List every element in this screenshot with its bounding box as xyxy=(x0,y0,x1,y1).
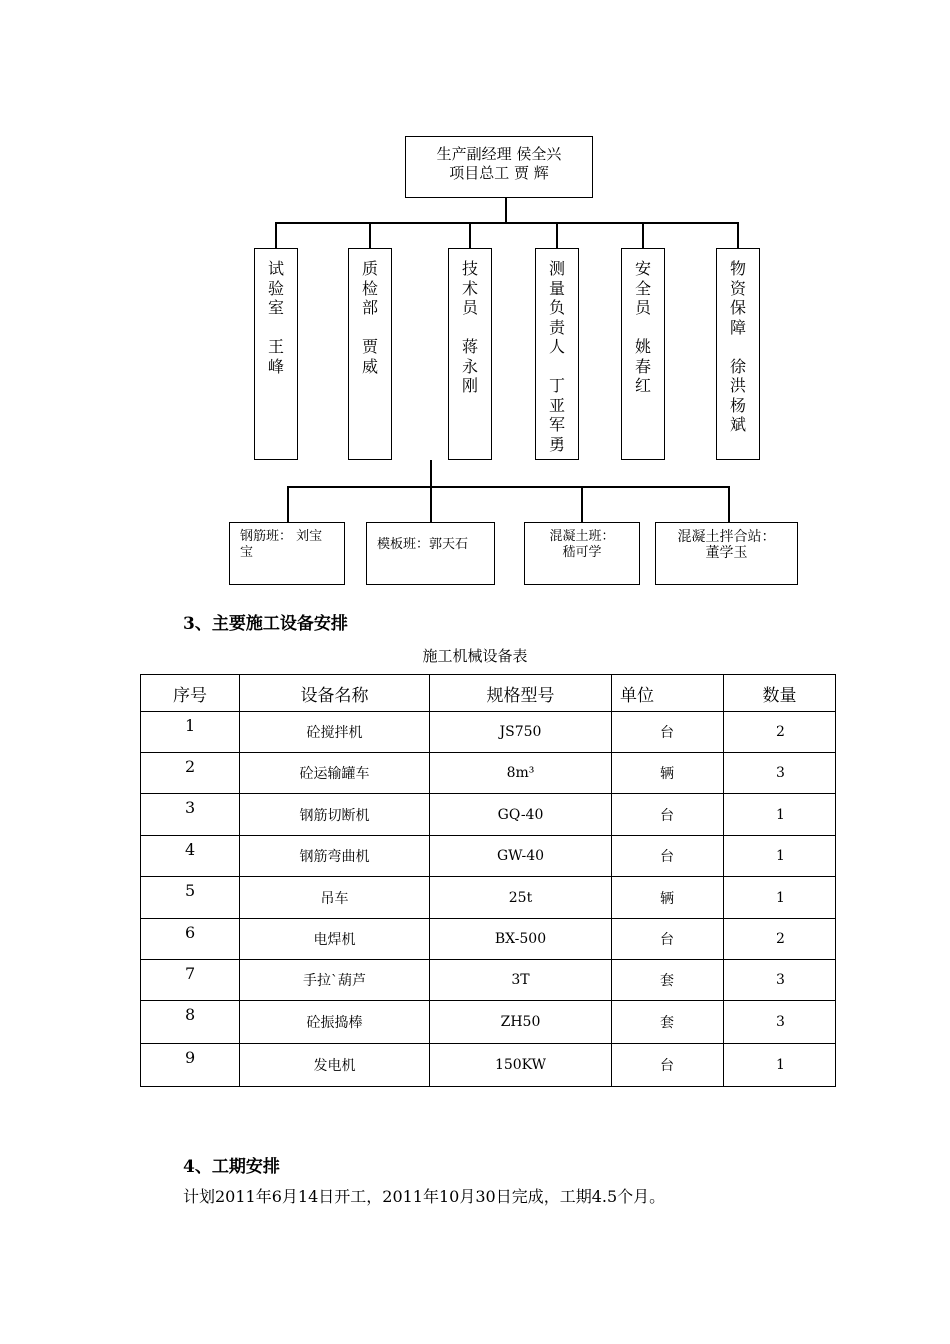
connector-top-horizontal xyxy=(275,222,739,224)
team-line1: 混凝土拌合站： xyxy=(677,529,776,545)
table-row xyxy=(141,836,836,877)
table-row xyxy=(141,794,836,836)
table-cell: 发电机 xyxy=(240,1044,430,1087)
dept-name-char: 春 xyxy=(634,356,651,376)
dept-name-char: 杨 xyxy=(729,395,746,415)
team-line1: 混凝土班： xyxy=(549,529,615,544)
table-cell: 3 xyxy=(724,753,836,794)
dept-title-char: 人 xyxy=(548,337,565,356)
dept-title-char: 负 xyxy=(548,298,565,317)
connector-bottom-horizontal xyxy=(287,486,729,488)
table-cell: BX-500 xyxy=(430,919,612,960)
table-header-row xyxy=(141,675,836,712)
org-top-line1: 生产副经理 侯全兴 xyxy=(436,145,562,163)
dept-name-char: 永 xyxy=(461,356,478,376)
table-row xyxy=(141,753,836,794)
table-caption: 施工机械设备表 xyxy=(422,647,528,665)
table-cell: ZH50 xyxy=(430,1001,612,1044)
dept-label xyxy=(536,259,578,454)
table-cell: 砼搅拌机 xyxy=(240,712,430,753)
table-cell: 4 xyxy=(141,836,240,877)
dept-box xyxy=(448,248,492,460)
dept-label xyxy=(717,259,759,435)
team-box-rebar xyxy=(229,522,345,585)
dept-label xyxy=(255,259,297,376)
table-cell: 6 xyxy=(141,919,240,960)
table-cell: 5 xyxy=(141,877,240,919)
table-row xyxy=(141,877,836,919)
dept-name-char: 姚 xyxy=(634,337,651,356)
table-row xyxy=(141,1001,836,1044)
schedule-text: 计划2011年6月14日开工，2011年10月30日完成，工期4.5个月。 xyxy=(183,1187,666,1206)
dept-title-char: 保 xyxy=(729,298,746,317)
table-cell: 台 xyxy=(612,712,724,753)
table-cell: 钢筋切断机 xyxy=(240,794,430,836)
dept-name-char: 亚 xyxy=(548,395,565,415)
dept-title-char: 资 xyxy=(729,278,746,298)
table-cell: 3 xyxy=(141,794,240,836)
connector-drop xyxy=(737,222,739,248)
connector-drop xyxy=(430,486,432,522)
connector-top-vertical xyxy=(505,198,507,222)
table-row xyxy=(141,1044,836,1087)
column-header: 规格型号 xyxy=(430,675,612,712)
dept-title-char: 检 xyxy=(361,278,378,298)
dept-name-char: 王 xyxy=(267,337,284,356)
dept-gap xyxy=(349,318,391,338)
equipment-table xyxy=(140,674,836,1087)
dept-name-char: 刚 xyxy=(461,376,478,395)
team-line2: 嵇可学 xyxy=(562,545,602,560)
dept-name-char: 贾 xyxy=(361,337,378,356)
dept-name-char: 勇 xyxy=(548,434,565,454)
column-header: 单位 xyxy=(612,675,724,712)
table-cell: 台 xyxy=(612,919,724,960)
connector-drop xyxy=(581,486,583,522)
team-line1: 钢筋班： 刘宝 xyxy=(240,529,323,544)
column-header: 设备名称 xyxy=(240,675,430,712)
connector-drop xyxy=(275,222,277,248)
table-cell: 钢筋弯曲机 xyxy=(240,836,430,877)
dept-box xyxy=(535,248,579,460)
dept-title-char: 员 xyxy=(634,298,651,317)
table-cell: 2 xyxy=(724,712,836,753)
table-cell: 套 xyxy=(612,960,724,1001)
dept-title-char: 员 xyxy=(461,298,478,317)
table-cell: 9 xyxy=(141,1044,240,1087)
table-cell: 辆 xyxy=(612,753,724,794)
table-cell: 吊车 xyxy=(240,877,430,919)
table-cell: 砼运输罐车 xyxy=(240,753,430,794)
table-cell: 1 xyxy=(724,877,836,919)
connector-drop xyxy=(728,486,730,522)
table-cell: JS750 xyxy=(430,712,612,753)
dept-gap xyxy=(717,337,759,357)
column-header: 序号 xyxy=(141,675,240,712)
dept-label xyxy=(349,259,391,376)
table-cell: 1 xyxy=(141,712,240,753)
table-cell: 1 xyxy=(724,1044,836,1087)
table-cell: 1 xyxy=(724,836,836,877)
table-cell: 3 xyxy=(724,1001,836,1044)
table-cell: 8m³ xyxy=(430,753,612,794)
dept-name-char: 峰 xyxy=(267,356,284,376)
table-cell: 25t xyxy=(430,877,612,919)
dept-title-char: 术 xyxy=(461,278,478,298)
dept-name-char: 军 xyxy=(548,415,565,434)
dept-title-char: 技 xyxy=(461,259,478,278)
dept-title-char: 测 xyxy=(548,259,565,278)
table-cell: 套 xyxy=(612,1001,724,1044)
table-cell: 150KW xyxy=(430,1044,612,1087)
column-header: 数量 xyxy=(724,675,836,712)
org-top-line2: 项目总工 贾 辉 xyxy=(449,164,549,182)
team-box-mixing-station xyxy=(655,522,798,585)
table-cell: 辆 xyxy=(612,877,724,919)
dept-box xyxy=(621,248,665,460)
dept-box xyxy=(716,248,760,460)
dept-title-char: 量 xyxy=(548,278,565,298)
dept-title-char: 质 xyxy=(361,259,378,278)
table-cell: 7 xyxy=(141,960,240,1001)
section4-heading: 4、工期安排 xyxy=(183,1157,280,1177)
table-cell: 3T xyxy=(430,960,612,1001)
dept-title-char: 验 xyxy=(267,278,284,298)
team-line2: 董学玉 xyxy=(705,545,748,561)
table-cell: 电焊机 xyxy=(240,919,430,960)
table-row xyxy=(141,712,836,753)
dept-name-char: 洪 xyxy=(729,376,746,395)
dept-label xyxy=(622,259,664,396)
dept-gap xyxy=(622,318,664,338)
dept-title-char: 责 xyxy=(548,317,565,337)
dept-title-char: 物 xyxy=(729,259,746,278)
dept-title-char: 安 xyxy=(634,259,651,278)
table-row xyxy=(141,919,836,960)
dept-title-char: 试 xyxy=(267,259,284,278)
table-cell: 台 xyxy=(612,1044,724,1087)
dept-title-char: 障 xyxy=(729,317,746,337)
dept-label xyxy=(449,259,491,396)
table-cell: 1 xyxy=(724,794,836,836)
team-box-concrete xyxy=(524,522,640,585)
connector-drop xyxy=(556,222,558,248)
dept-gap xyxy=(449,318,491,338)
table-cell: GW-40 xyxy=(430,836,612,877)
team-line1: 模板班：郭天石 xyxy=(377,537,469,552)
connector-drop xyxy=(287,486,289,522)
section3-heading: 3、主要施工设备安排 xyxy=(183,614,348,634)
table-cell: 8 xyxy=(141,1001,240,1044)
org-top-box xyxy=(405,136,593,198)
table-cell: 2 xyxy=(141,753,240,794)
connector-drop xyxy=(642,222,644,248)
dept-name-char: 丁 xyxy=(548,376,565,395)
table-cell: 砼振捣棒 xyxy=(240,1001,430,1044)
dept-box xyxy=(254,248,298,460)
table-cell: 台 xyxy=(612,794,724,836)
dept-name-char: 斌 xyxy=(729,415,746,434)
dept-name-char: 徐 xyxy=(729,356,746,376)
dept-title-char: 部 xyxy=(361,298,378,317)
team-box-formwork xyxy=(366,522,495,585)
dept-gap xyxy=(255,318,297,338)
connector-bottom-vertical xyxy=(430,460,432,486)
table-cell: 2 xyxy=(724,919,836,960)
table-cell: GQ-40 xyxy=(430,794,612,836)
dept-title-char: 室 xyxy=(267,298,284,317)
dept-gap xyxy=(536,357,578,377)
dept-name-char: 威 xyxy=(361,356,378,376)
team-line2: 宝 xyxy=(240,545,254,560)
dept-box xyxy=(348,248,392,460)
connector-drop xyxy=(369,222,371,248)
table-cell: 台 xyxy=(612,836,724,877)
dept-name-char: 蒋 xyxy=(461,337,478,356)
table-cell: 3 xyxy=(724,960,836,1001)
table-cell: 手拉`葫芦 xyxy=(240,960,430,1001)
dept-name-char: 红 xyxy=(634,376,651,395)
dept-title-char: 全 xyxy=(634,278,651,298)
table-row xyxy=(141,960,836,1001)
connector-drop xyxy=(469,222,471,248)
